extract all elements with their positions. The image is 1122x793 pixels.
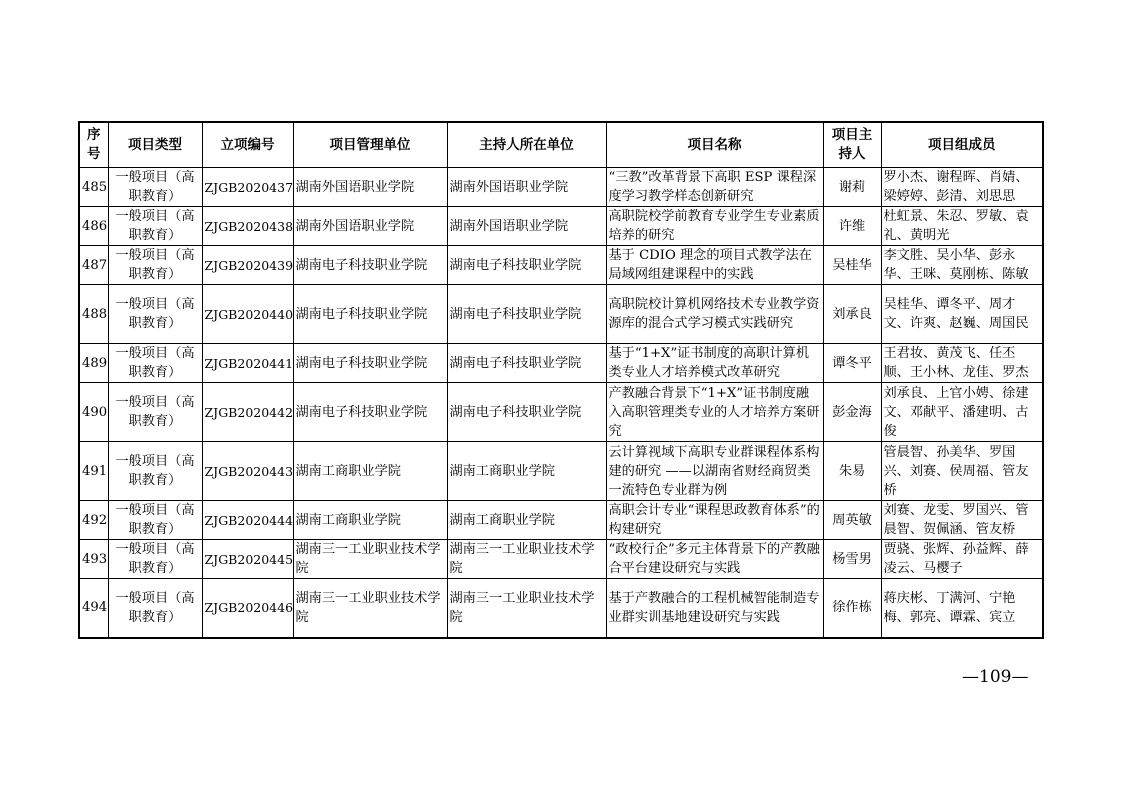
host-cell: 徐作栋	[823, 579, 881, 638]
management-unit-cell: 湖南工商职业学院	[293, 501, 447, 540]
members-cell: 李文胜、吴小华、彭永华、王咪、莫刚栋、陈敏	[881, 246, 1043, 285]
management-unit-cell: 湖南外国语职业学院	[293, 207, 447, 246]
host-unit-cell: 湖南三一工业职业技术学院	[447, 579, 606, 638]
header-project-type: 项目类型	[108, 122, 202, 168]
code-cell: ZJGB2020441	[202, 344, 293, 383]
table-row	[79, 168, 1043, 207]
members-cell: 吴桂华、谭冬平、周才文、许爽、赵巍、周国民	[881, 285, 1043, 344]
code-cell: ZJGB2020443	[202, 442, 293, 501]
serial-cell: 488	[79, 285, 108, 344]
type-cell: 一般项目（高职教育）	[108, 540, 202, 579]
host-cell: 朱易	[823, 442, 881, 501]
table-row	[79, 285, 1043, 344]
management-unit-cell: 湖南工商职业学院	[293, 442, 447, 501]
host-cell: 谢莉	[823, 168, 881, 207]
table-row	[79, 442, 1043, 501]
table-row	[79, 501, 1043, 540]
code-cell: ZJGB2020444	[202, 501, 293, 540]
project-name-cell: 高职院校学前教育专业学生专业素质培养的研究	[606, 207, 823, 246]
project-name-cell: 高职会计专业“课程思政教育体系”的构建研究	[606, 501, 823, 540]
type-cell: 一般项目（高职教育）	[108, 246, 202, 285]
members-cell: 杜虹景、朱忍、罗敏、袁礼、黄明光	[881, 207, 1043, 246]
type-cell: 一般项目（高职教育）	[108, 579, 202, 638]
page-number: —109—	[962, 667, 1029, 687]
members-cell: 刘赛、龙雯、罗国兴、管晨智、贺佩涵、管友桥	[881, 501, 1043, 540]
project-name-cell: 高职院校计算机网络技术专业教学资源库的混合式学习模式实践研究	[606, 285, 823, 344]
table-row	[79, 344, 1043, 383]
code-cell: ZJGB2020445	[202, 540, 293, 579]
table-row	[79, 540, 1043, 579]
host-cell: 杨雪男	[823, 540, 881, 579]
project-name-cell: 基于产教融合的工程机械智能制造专业群实训基地建设研究与实践	[606, 579, 823, 638]
table-header-row	[79, 122, 1043, 168]
header-host-unit: 主持人所在单位	[447, 122, 606, 168]
members-cell: 贾骁、张辉、孙益辉、薛凌云、马樱子	[881, 540, 1043, 579]
members-cell: 管晨智、孙美华、罗国兴、刘赛、侯周福、管友桥	[881, 442, 1043, 501]
type-cell: 一般项目（高职教育）	[108, 383, 202, 442]
project-name-cell: 基于 CDIO 理念的项目式教学法在局域网组建课程中的实践	[606, 246, 823, 285]
type-cell: 一般项目（高职教育）	[108, 501, 202, 540]
management-unit-cell: 湖南三一工业职业技术学院	[293, 579, 447, 638]
host-cell: 周英敏	[823, 501, 881, 540]
type-cell: 一般项目（高职教育）	[108, 285, 202, 344]
type-cell: 一般项目（高职教育）	[108, 207, 202, 246]
management-unit-cell: 湖南外国语职业学院	[293, 168, 447, 207]
members-cell: 罗小杰、谢程晖、肖婧、梁婷婷、彭清、刘思思	[881, 168, 1043, 207]
serial-cell: 492	[79, 501, 108, 540]
table-row	[79, 246, 1043, 285]
code-cell: ZJGB2020437	[202, 168, 293, 207]
project-name-cell: 产教融合背景下“1+X”证书制度融入高职管理类专业的人才培养方案研究	[606, 383, 823, 442]
type-cell: 一般项目（高职教育）	[108, 344, 202, 383]
header-management-unit: 项目管理单位	[293, 122, 447, 168]
type-cell: 一般项目（高职教育）	[108, 168, 202, 207]
table-row	[79, 383, 1043, 442]
host-unit-cell: 湖南外国语职业学院	[447, 168, 606, 207]
management-unit-cell: 湖南电子科技职业学院	[293, 246, 447, 285]
serial-cell: 485	[79, 168, 108, 207]
host-unit-cell: 湖南三一工业职业技术学院	[447, 540, 606, 579]
host-cell: 彭金海	[823, 383, 881, 442]
header-members: 项目组成员	[881, 122, 1043, 168]
host-cell: 谭冬平	[823, 344, 881, 383]
header-project-name: 项目名称	[606, 122, 823, 168]
members-cell: 王君妆、黄茂飞、任丕顺、王小林、龙佳、罗杰	[881, 344, 1043, 383]
table-row	[79, 207, 1043, 246]
host-unit-cell: 湖南工商职业学院	[447, 501, 606, 540]
serial-cell: 487	[79, 246, 108, 285]
type-cell: 一般项目（高职教育）	[108, 442, 202, 501]
project-name-cell: 基于“1+X”证书制度的高职计算机类专业人才培养模式改革研究	[606, 344, 823, 383]
code-cell: ZJGB2020440	[202, 285, 293, 344]
serial-cell: 494	[79, 579, 108, 638]
management-unit-cell: 湖南电子科技职业学院	[293, 285, 447, 344]
project-name-cell: 云计算视域下高职专业群课程体系构建的研究 ——以湖南省财经商贸类一流特色专业群为例	[606, 442, 823, 501]
table-row	[79, 579, 1043, 638]
host-unit-cell: 湖南电子科技职业学院	[447, 383, 606, 442]
management-unit-cell: 湖南电子科技职业学院	[293, 344, 447, 383]
members-cell: 蒋庆彬、丁满河、宁艳梅、郭亮、谭霖、宾立	[881, 579, 1043, 638]
project-name-cell: “三教”改革背景下高职 ESP 课程深度学习教学样态创新研究	[606, 168, 823, 207]
serial-cell: 490	[79, 383, 108, 442]
host-unit-cell: 湖南电子科技职业学院	[447, 344, 606, 383]
project-table	[78, 121, 1044, 639]
code-cell: ZJGB2020439	[202, 246, 293, 285]
host-unit-cell: 湖南工商职业学院	[447, 442, 606, 501]
management-unit-cell: 湖南电子科技职业学院	[293, 383, 447, 442]
host-unit-cell: 湖南外国语职业学院	[447, 207, 606, 246]
host-cell: 吴桂华	[823, 246, 881, 285]
code-cell: ZJGB2020446	[202, 579, 293, 638]
serial-cell: 489	[79, 344, 108, 383]
code-cell: ZJGB2020442	[202, 383, 293, 442]
code-cell: ZJGB2020438	[202, 207, 293, 246]
host-cell: 刘承良	[823, 285, 881, 344]
serial-cell: 486	[79, 207, 108, 246]
project-name-cell: “政校行企”多元主体背景下的产教融合平台建设研究与实践	[606, 540, 823, 579]
host-unit-cell: 湖南电子科技职业学院	[447, 285, 606, 344]
header-serial: 序号	[79, 122, 108, 168]
header-project-code: 立项编号	[202, 122, 293, 168]
members-cell: 刘承良、上官小娉、徐建文、邓献平、潘建明、古俊	[881, 383, 1043, 442]
serial-cell: 491	[79, 442, 108, 501]
management-unit-cell: 湖南三一工业职业技术学院	[293, 540, 447, 579]
host-unit-cell: 湖南电子科技职业学院	[447, 246, 606, 285]
host-cell: 许维	[823, 207, 881, 246]
header-host: 项目主持人	[823, 122, 881, 168]
serial-cell: 493	[79, 540, 108, 579]
